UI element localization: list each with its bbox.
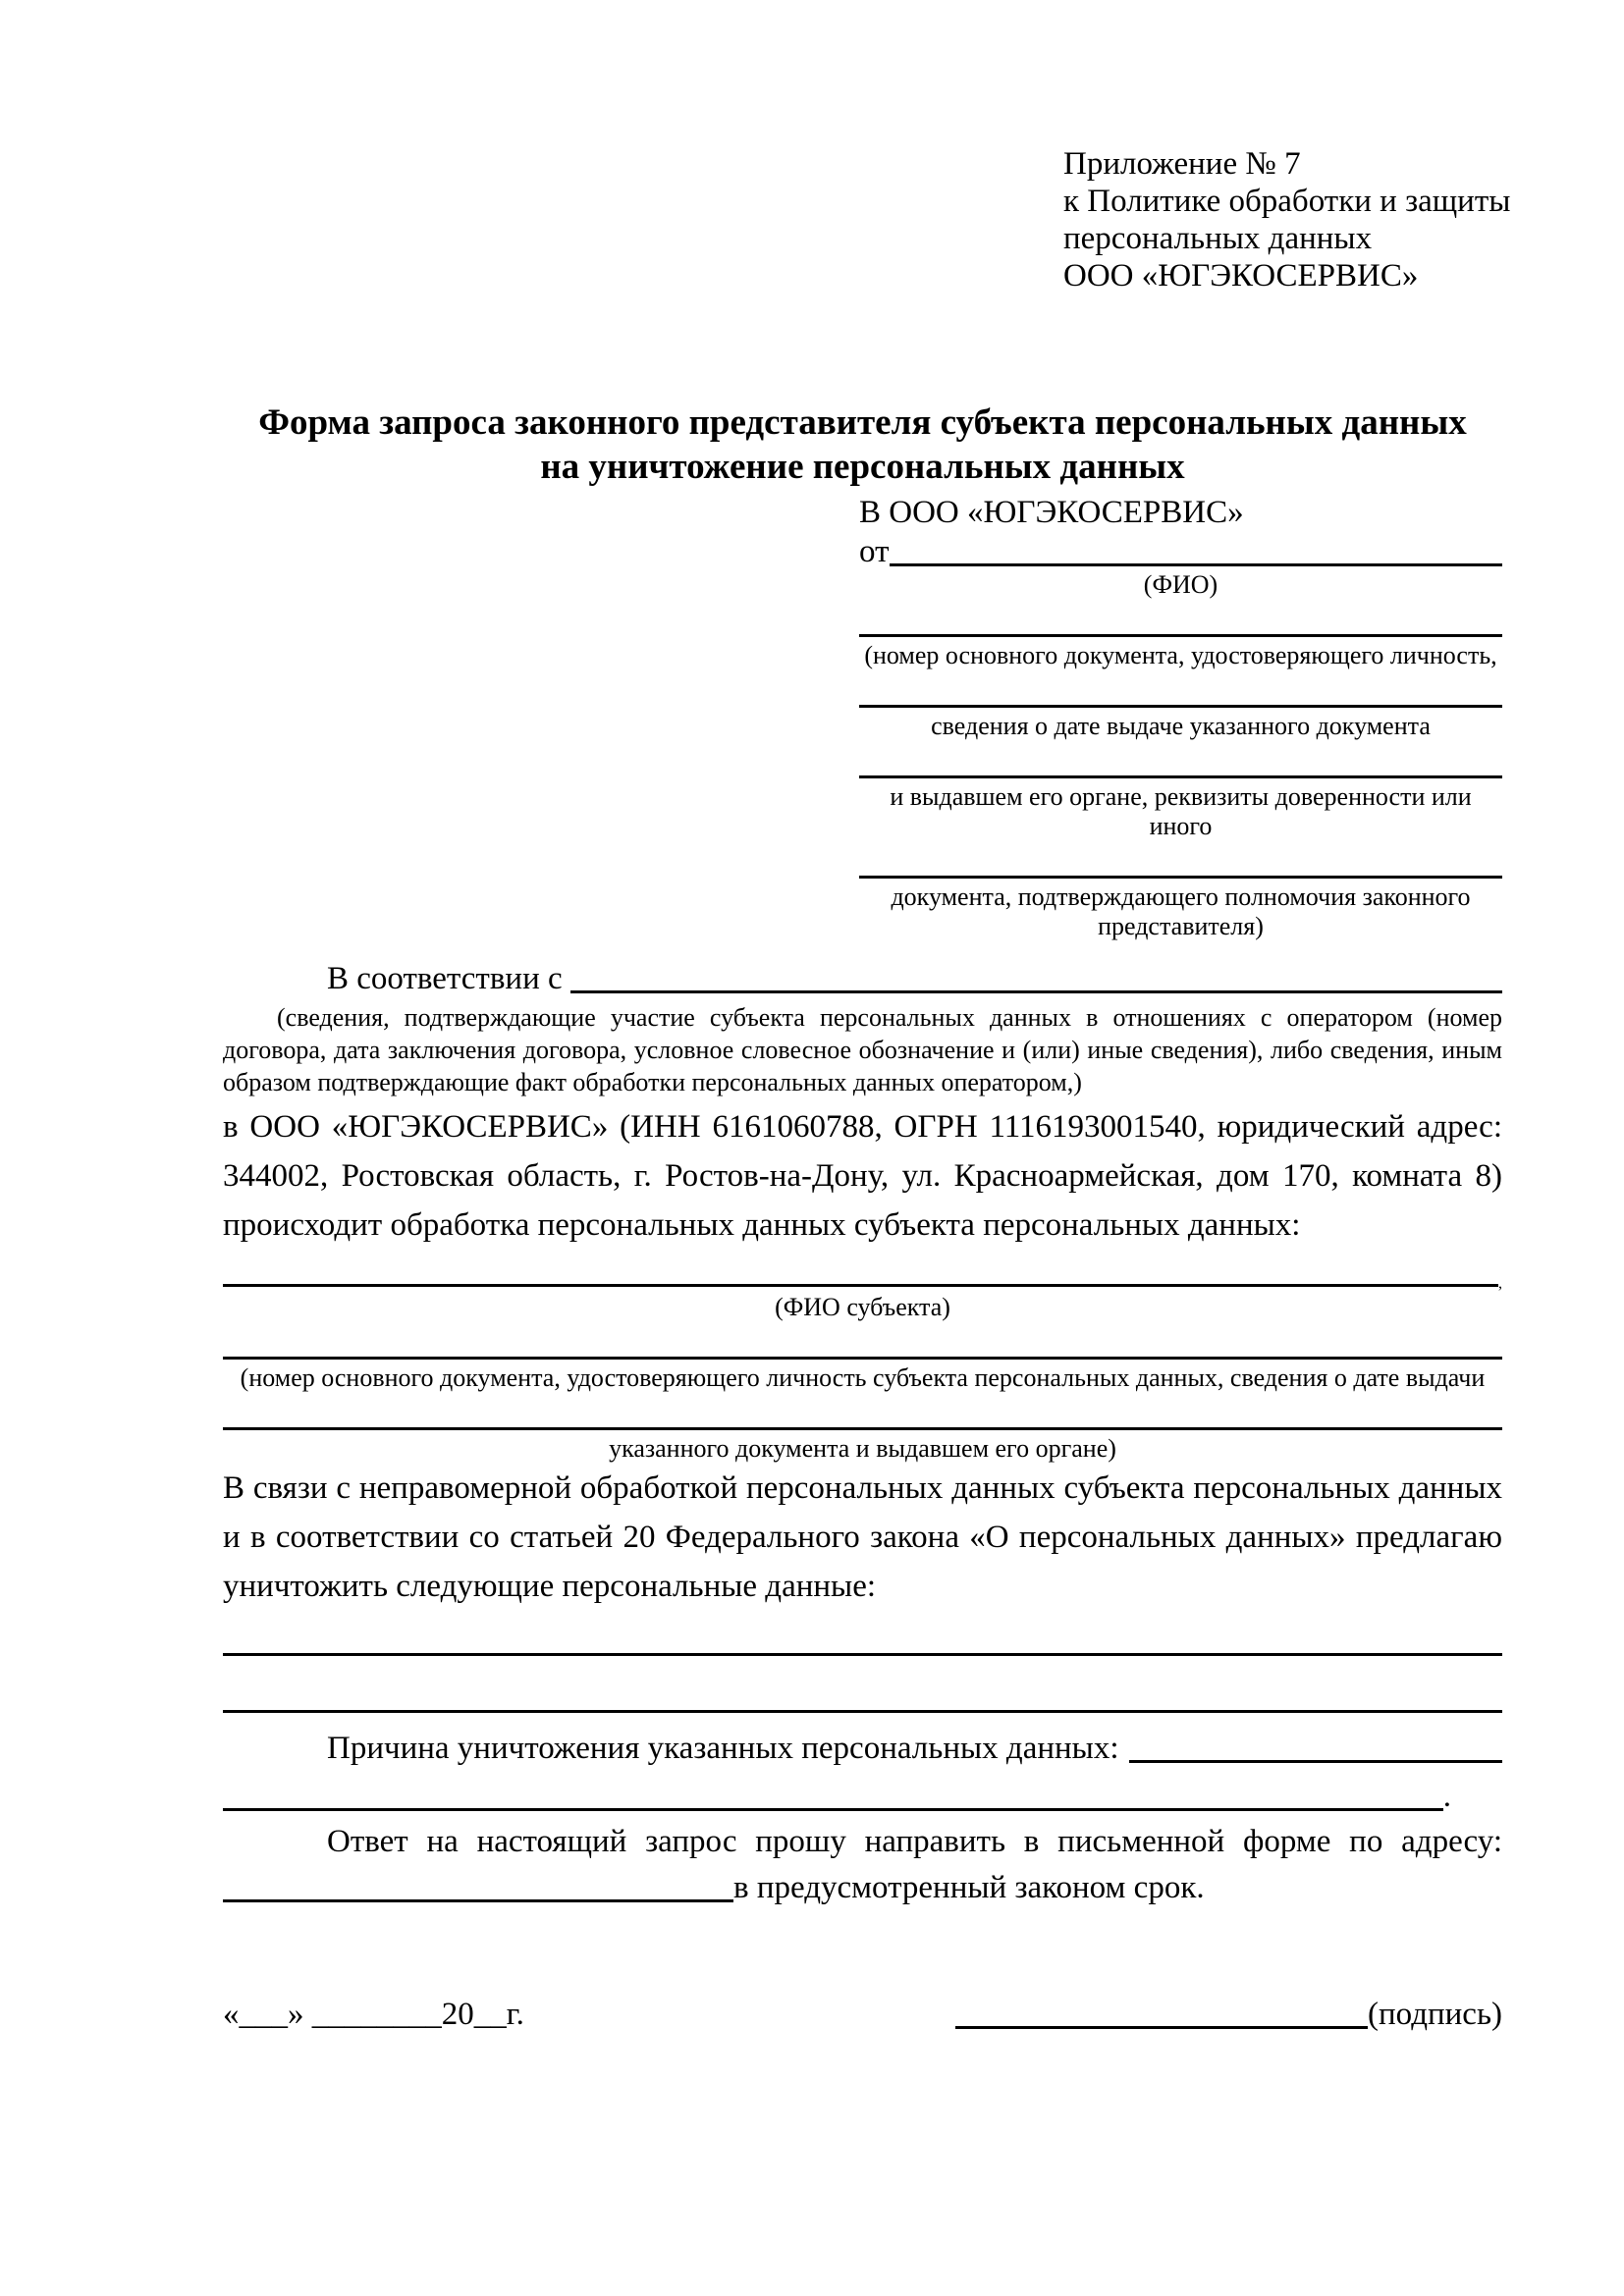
request-paragraph: В связи с неправомерной обработкой персональных данных субъекта персональных данных и в соответствии со статьей 20 Федерального закона «О персональных данных» предлагаю уничтожить следующие персональные данные: — [223, 1470, 1502, 1604]
date-blank-text: «___» ________20__г. — [223, 1997, 524, 2032]
representative-doc-blank-line-1[interactable] — [859, 625, 1502, 637]
subject-doc-caption-2: указанного документа и выдавшем его органе) — [609, 1434, 1116, 1463]
answer-address-blank-line[interactable] — [223, 1891, 733, 1902]
fio-caption: (ФИО) — [1143, 570, 1218, 599]
reason-row — [223, 1731, 1502, 1767]
subject-doc-row-1 — [223, 1348, 1502, 1363]
data-to-destroy-row-1 — [223, 1644, 1502, 1660]
reason-blank-line-1[interactable] — [1129, 1751, 1502, 1763]
page-title — [223, 400, 1502, 489]
answer-tail-text: в предусмотренный законом срок. — [733, 1870, 1205, 1905]
signature-blank-line[interactable] — [955, 2017, 1368, 2029]
from-label: от — [859, 534, 890, 569]
data-to-destroy-blank-line-2[interactable] — [223, 1701, 1502, 1713]
subject-fio-row — [223, 1275, 1502, 1293]
representative-doc-blank-line-3[interactable] — [859, 767, 1502, 778]
representative-doc-blank-line-4[interactable] — [859, 867, 1502, 879]
operator-paragraph: в ООО «ЮГЭКОСЕРВИС» (ИНН 6161060788, ОГРН 1116193001540, юридический адрес: 344002, Ростовская область, г. Ростов-на-Дону, ул. Красноармейская, дом 170, комната 8) происходит обработка персональных данных субъекта персональных данных: — [223, 1109, 1502, 1243]
representative-doc-caption-2: сведения о дате выдаче указанного документа — [931, 712, 1431, 740]
representative-doc-field-1 — [859, 625, 1502, 670]
appendix-line-3: персональных данных — [1063, 221, 1373, 256]
answer-lead-paragraph: Ответ на настоящий запрос прошу направить в письменной форме по адресу: — [327, 1824, 1502, 1859]
accordance-blank-line[interactable] — [570, 982, 1502, 993]
accordance-row — [223, 961, 1502, 997]
representative-doc-field-2 — [859, 696, 1502, 741]
subject-fio-caption: (ФИО субъекта) — [775, 1293, 950, 1321]
representative-doc-field-3 — [859, 767, 1502, 841]
page-title-line-2: на уничтожение персональных данных — [540, 447, 1185, 487]
representative-doc-caption-1: (номер основного документа, удостоверяющего личность, — [864, 641, 1497, 669]
subject-fio-blank-line[interactable] — [223, 1275, 1498, 1287]
appendix-line-2: к Политике обработки и защиты — [1063, 184, 1511, 219]
signature-block — [955, 1997, 1502, 2033]
period-mark: . — [1442, 1779, 1451, 1814]
accordance-caption: (сведения, подтверждающие участие субъекта персональных данных в отношениях с оператором (номер договора, дата заключения договора, условное словесное обозначение и (или) иные сведения), либо сведения, иным образом подтверждающие факт обработки персональных данных оператором,) — [223, 1003, 1502, 1096]
footer-row — [223, 1997, 1502, 2033]
page-title-line-1: Форма запроса законного представителя субъекта персональных данных — [258, 402, 1467, 443]
addressee-organization: В ООО «ЮГЭКОСЕРВИС» — [859, 495, 1244, 530]
subject-doc-row-2 — [223, 1418, 1502, 1434]
representative-doc-caption-4: документа, подтверждающего полномочия законного представителя) — [891, 882, 1471, 940]
subject-doc-caption-1: (номер основного документа, удостоверяющего личность субъекта персональных данных, сведения о дате выдачи — [240, 1363, 1486, 1392]
addressee-block — [859, 491, 1502, 941]
reason-blank-line-2[interactable] — [223, 1799, 1443, 1811]
appendix-line-4: ООО «ЮГЭКОСЕРВИС» — [1063, 258, 1419, 294]
data-to-destroy-blank-line-1[interactable] — [223, 1644, 1502, 1656]
reason-continuation-row — [223, 1779, 1502, 1815]
appendix-block — [1063, 145, 1511, 294]
trailing-comma: , — [1498, 1275, 1502, 1292]
data-to-destroy-row-2 — [223, 1701, 1502, 1717]
signature-caption: (подпись) — [1368, 1997, 1502, 2032]
appendix-line-1: Приложение № 7 — [1063, 146, 1301, 182]
representative-doc-field-4 — [859, 867, 1502, 941]
accordance-label: В соответствии с — [327, 961, 563, 996]
representative-doc-caption-3: и выдавшем его органе, реквизиты доверенности или иного — [890, 782, 1472, 840]
representative-fio-blank-line[interactable] — [890, 555, 1503, 566]
representative-doc-blank-line-2[interactable] — [859, 696, 1502, 708]
subject-doc-blank-line-1[interactable] — [223, 1348, 1502, 1360]
subject-doc-blank-line-2[interactable] — [223, 1418, 1502, 1430]
reason-label: Причина уничтожения указанных персональных данных: — [327, 1731, 1119, 1766]
answer-address-row — [223, 1870, 1502, 1906]
from-row — [859, 534, 1502, 570]
